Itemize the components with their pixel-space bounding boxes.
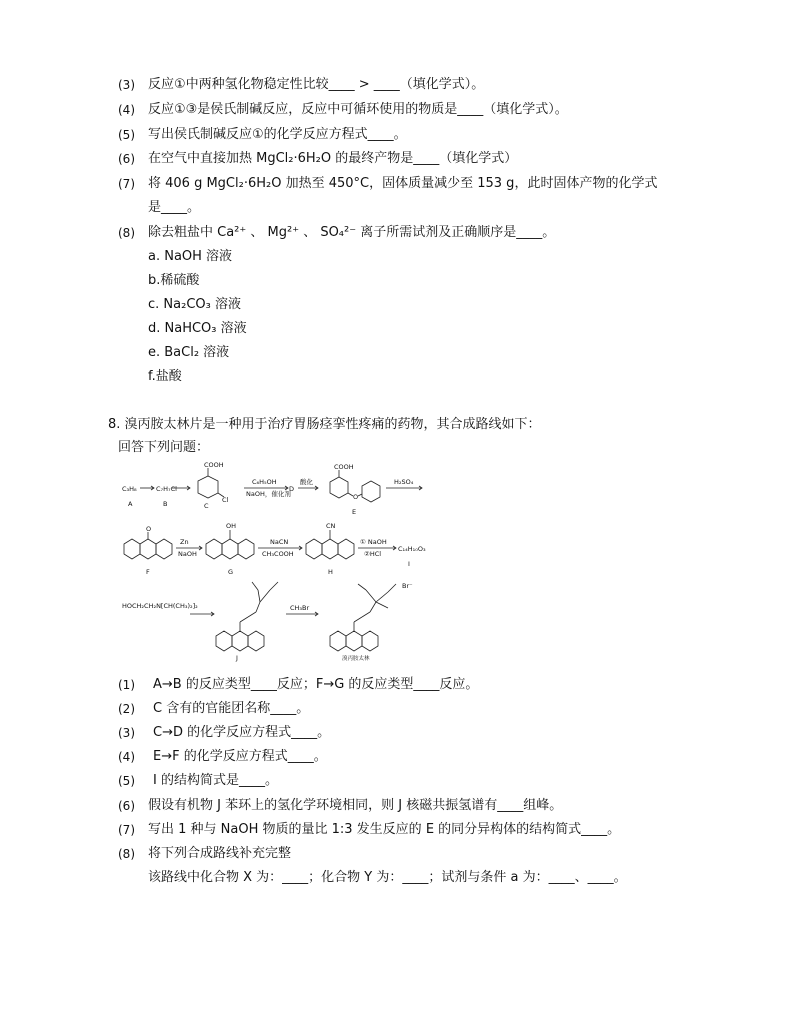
question-item xyxy=(0,746,794,768)
item-text: I 的结构简式是____。 xyxy=(153,773,278,788)
question-8-prompt: 回答下列问题： xyxy=(118,440,210,455)
formula-A: C₃H₈ xyxy=(122,485,137,493)
group-o: O xyxy=(353,493,359,501)
label-H: H xyxy=(328,568,333,576)
option-f: f.盐酸 xyxy=(148,369,182,384)
item-continuation: 该路线中化合物 X 为：____；化合物 Y 为：____；试剂与条件 a 为：____、____。 xyxy=(148,870,627,885)
group-cn: CN xyxy=(326,522,336,530)
reagent-d-e: 酸化 xyxy=(300,478,313,486)
label-I: I xyxy=(408,560,410,568)
question-item xyxy=(0,74,794,96)
item-text: 反应①中两种氢化物稳定性比较____ > ____（填化学式）。 xyxy=(148,77,485,92)
reagent-g-h-top: NaCN xyxy=(270,538,289,546)
item-number: (4) xyxy=(118,103,135,117)
item-number: (5) xyxy=(118,774,135,788)
item-number: (2) xyxy=(118,702,135,716)
reagent-h-i-top: ① NaOH xyxy=(360,538,387,546)
item-text: 除去粗盐中 Ca²⁺ 、 Mg²⁺ 、 SO₄²⁻ 离子所需试剂及正确顺序是____。 xyxy=(148,225,556,240)
group-cooh-e: COOH xyxy=(334,463,354,471)
option-c: c. Na₂CO₃ 溶液 xyxy=(148,297,241,312)
synthesis-route-diagram xyxy=(118,462,432,662)
reagent-final: CH₃Br xyxy=(290,604,310,612)
counter-ion: Br⁻ xyxy=(402,582,413,590)
question-item xyxy=(0,770,794,792)
question-item xyxy=(0,674,794,696)
formula-B: C₇H₇Cl xyxy=(156,485,177,493)
question-item xyxy=(0,819,794,841)
option-b: b.稀硫酸 xyxy=(148,273,200,288)
group-cooh: COOH xyxy=(204,462,224,469)
item-number: (7) xyxy=(118,177,135,191)
item-text: 将 406 g MgCl₂·6H₂O 加热至 450°C，固体质量减少至 153 g，此时固体产物的化学式 xyxy=(148,176,658,191)
item-continuation: 是____。 xyxy=(148,200,201,215)
reagent-g-h-bottom: CH₃COOH xyxy=(262,550,294,558)
label-C: C xyxy=(204,502,209,510)
reagent-e-f: H₂SO₄ xyxy=(394,478,414,486)
question-item xyxy=(0,124,794,146)
item-text: 假设有机物 J 苯环上的氢化学环境相同，则 J 核磁共振氢谱有____组峰。 xyxy=(148,798,563,813)
question-item xyxy=(0,795,794,817)
reagent-c-d-top: C₆H₅OH xyxy=(252,478,277,486)
label-E: E xyxy=(352,508,357,516)
label-B: B xyxy=(163,500,168,508)
formula-I: C₁₄H₁₀O₃ xyxy=(398,545,426,553)
reagent-j: HOCH₂CH₂N[CH(CH₃)₂]₂ xyxy=(122,602,198,610)
reagent-f-g-bottom: NaOH xyxy=(178,550,197,558)
item-text: A→B 的反应类型____反应；F→G 的反应类型____反应。 xyxy=(153,677,479,692)
item-text: E→F 的化学反应方程式____。 xyxy=(153,749,327,764)
product-name: 溴丙胺太林 xyxy=(342,656,370,662)
question-8-title: 8. 溴丙胺太林片是一种用于治疗胃肠痉挛性疼痛的药物，其合成路线如下： xyxy=(108,417,541,432)
question-item xyxy=(0,222,794,244)
label-F: F xyxy=(146,568,150,576)
group-oh: OH xyxy=(226,522,237,530)
question-item xyxy=(0,148,794,170)
option-a: a. NaOH 溶液 xyxy=(148,249,233,264)
question-item xyxy=(0,173,794,195)
option-e: e. BaCl₂ 溶液 xyxy=(148,345,230,360)
question-item xyxy=(0,698,794,720)
item-number: (6) xyxy=(118,152,135,166)
item-text: C 含有的官能团名称____。 xyxy=(153,701,310,716)
question-item xyxy=(0,99,794,121)
group-cl: Cl xyxy=(222,496,229,504)
item-number: (8) xyxy=(118,226,135,240)
option-d: d. NaHCO₃ 溶液 xyxy=(148,321,247,336)
label-J: J xyxy=(236,654,238,662)
item-number: (8) xyxy=(118,847,135,861)
item-text: 将下列合成路线补充完整 xyxy=(148,846,292,861)
item-number: (4) xyxy=(118,750,135,764)
label-D: D xyxy=(289,485,295,493)
item-number: (3) xyxy=(118,726,135,740)
item-text: 在空气中直接加热 MgCl₂·6H₂O 的最终产物是____（填化学式） xyxy=(148,151,518,166)
reagent-c-d-bottom: NaOH，催化剂 xyxy=(246,490,291,498)
item-text: 写出 1 种与 NaOH 物质的量比 1:3 发生反应的 E 的同分异构体的结构简式____。 xyxy=(148,822,621,837)
label-A: A xyxy=(128,500,133,508)
item-number: (1) xyxy=(118,678,135,692)
reagent-f-g-top: Zn xyxy=(180,538,189,546)
reagent-h-i-bottom: ②HCl xyxy=(364,550,382,558)
item-text: C→D 的化学反应方程式____。 xyxy=(153,725,331,740)
group-o-f: O xyxy=(146,525,152,533)
item-number: (5) xyxy=(118,128,135,142)
item-text: 写出侯氏制碱反应①的化学反应方程式____。 xyxy=(148,127,407,142)
item-number: (7) xyxy=(118,823,135,837)
item-number: (3) xyxy=(118,78,135,92)
label-G: G xyxy=(228,568,234,576)
question-item xyxy=(0,722,794,744)
item-text: 反应①③是侯氏制碱反应，反应中可循环使用的物质是____（填化学式）。 xyxy=(148,102,568,117)
item-number: (6) xyxy=(118,799,135,813)
question-item xyxy=(0,843,794,865)
